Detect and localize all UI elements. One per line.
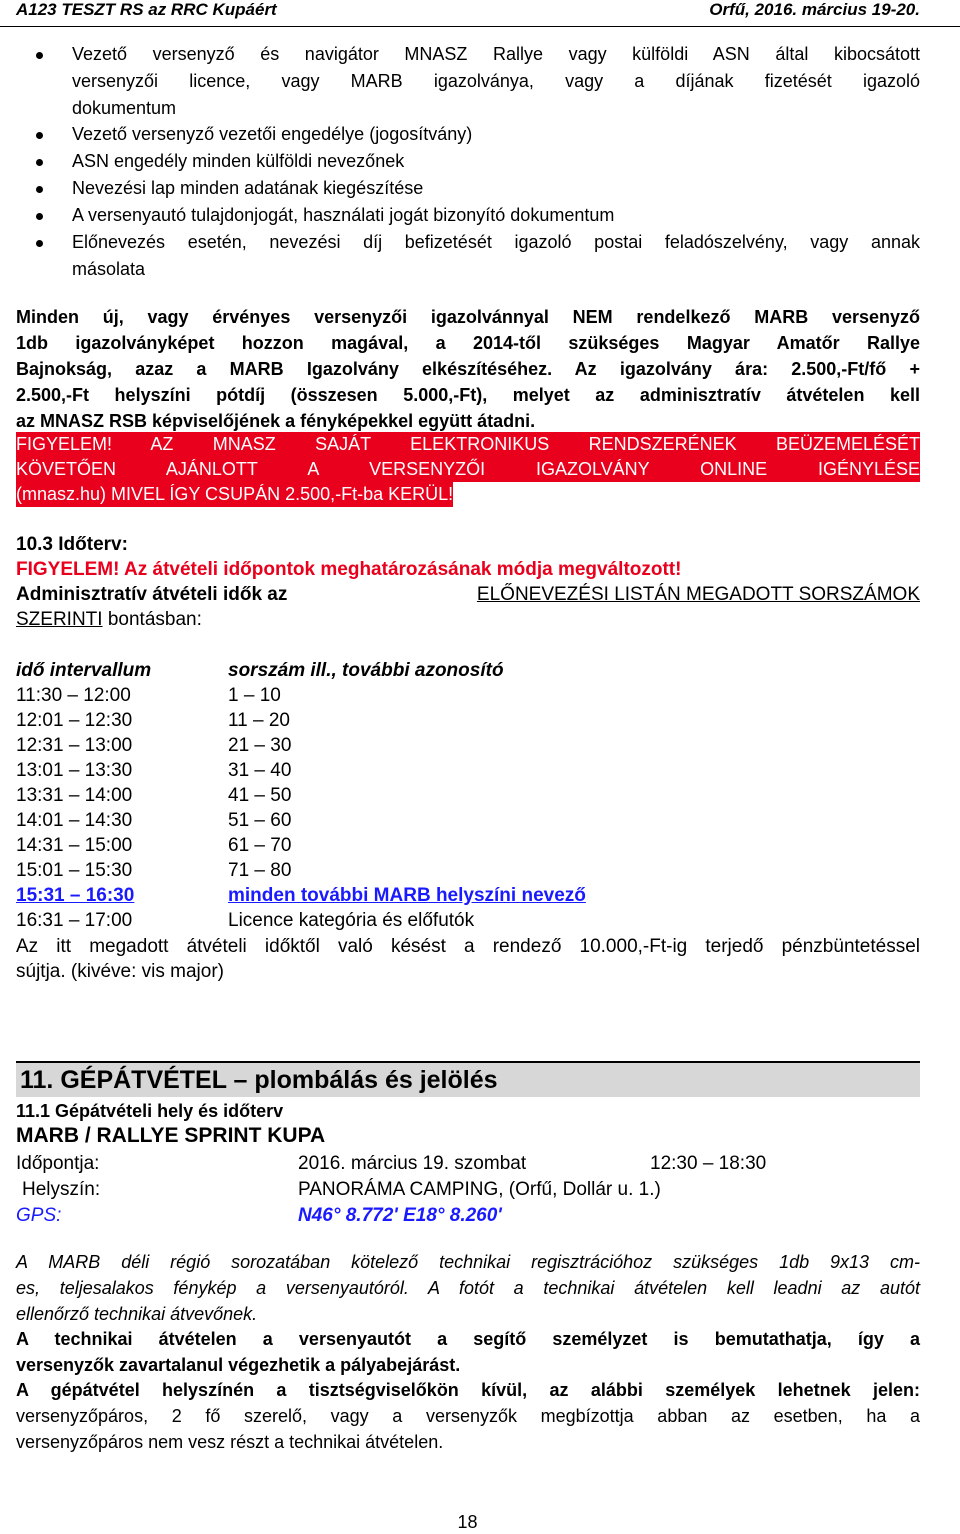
header-date: Orfű, 2016. március 19-20.: [709, 0, 920, 19]
notice-line: az MNASZ RSB képviselőjének a fényképekkel együtt átadni.: [16, 411, 536, 431]
admin-line-2: [16, 607, 202, 633]
bullet-icon: [36, 240, 43, 247]
list-item: Nevezési lap minden adatának kiegészítése: [72, 178, 424, 198]
place-value: PANORÁMA CAMPING, (Orfű, Dollár u. 1.): [298, 1179, 661, 1200]
italic-line: ellenőrző technikai átvevőnek.: [16, 1304, 258, 1324]
admin-text: Adminisztratív átvételi idők az: [16, 584, 288, 605]
late-fee-line: sújtja. (kivéve: vis major): [16, 961, 224, 982]
gps-label: GPS:: [16, 1205, 62, 1226]
date-value: 2016. március 19. szombat: [298, 1153, 527, 1174]
time-cell: 14:31 – 15:00: [16, 835, 133, 856]
list-item-cont: másolata: [72, 259, 146, 279]
schedule-warning: [16, 557, 681, 583]
list-item: ASN engedély minden külföldi nevezőnek: [72, 151, 405, 171]
time-cell: 13:31 – 14:00: [16, 785, 133, 806]
body-line: versenyzőpáros, 2 fő szerelő, vagy a versenyzők megbízottja abban az esetben, ha a: [16, 1406, 920, 1426]
body-line: versenyzőpáros nem vesz részt a technikai átvételen.: [16, 1432, 444, 1452]
admin-line: [16, 582, 920, 608]
place-label: Helyszín:: [22, 1179, 101, 1200]
bold-line: versenyzők zavartalanul végezhetik a pályabejárást.: [16, 1355, 461, 1375]
date-label: Időpontja:: [16, 1153, 100, 1174]
time-cell: 13:01 – 13:30: [16, 760, 133, 781]
number-cell: 11 – 20: [228, 710, 290, 731]
time-cell: 12:01 – 12:30: [16, 710, 133, 731]
bullet-icon: [36, 186, 43, 193]
warning-line: KÖVETŐEN AJÁNLOTT A VERSENYZŐI IGAZOLVÁNY ONLINE IGÉNYLÉSE: [16, 457, 920, 482]
list-item-cont: dokumentum: [72, 98, 177, 118]
number-cell: 61 – 70: [228, 835, 292, 856]
notice-line: Bajnokság, azaz a MARB Igazolvány elkészítéséhez. Az igazolvány ára: 2.500,-Ft/fő +: [16, 359, 920, 379]
cup-title: MARB / RALLYE SPRINT KUPA: [16, 1124, 326, 1147]
admin-underlined: SZERINTI: [16, 609, 103, 630]
number-cell: 21 – 30: [228, 735, 292, 756]
time-cell: 14:01 – 14:30: [16, 810, 133, 831]
bullet-icon: [36, 132, 43, 139]
bullet-icon: [36, 159, 43, 166]
time-cell: 15:01 – 15:30: [16, 860, 133, 881]
number-cell: 71 – 80: [228, 860, 292, 881]
notice-line: Minden új, vagy érvényes versenyzői igazolvánnyal NEM rendelkező MARB versenyző: [16, 307, 920, 327]
number-cell: minden további MARB helyszíni nevező: [228, 885, 586, 906]
warning-label: FIGYELEM!: [16, 559, 120, 580]
list-item: Előnevezés esetén, nevezési díj befizetését igazoló postai feladószelvény, vagy annak: [72, 232, 920, 252]
warning-text: Az átvételi időpontok meghatározásának módja megváltozott!: [124, 559, 682, 580]
admin-tail: bontásban:: [107, 609, 202, 630]
italic-line: A MARB déli régió sorozatában kötelező technikai regisztrációhoz szükséges 1db 9x13 cm-: [16, 1252, 920, 1272]
list-item: Vezető versenyző vezetői engedélye (jogosítvány): [72, 124, 473, 144]
bullet-icon: [36, 213, 43, 220]
bold-line: A technikai átvételen a versenyautót a segítő személyzet is bemutathatja, így a: [16, 1329, 920, 1349]
page-number: 18: [457, 1512, 478, 1532]
gps-value: N46° 8.772' E18° 8.260': [298, 1205, 502, 1226]
time-cell: 12:31 – 13:00: [16, 735, 133, 756]
bold-line: A gépátvétel helyszínén a tisztségviselőkön kívül, az alábbi személyek lehetnek jelen:: [16, 1380, 920, 1400]
list-item: A versenyautó tulajdonjogát, használati jogát bizonyító dokumentum: [72, 205, 615, 225]
section-title: 11. GÉPÁTVÉTEL – plombálás és jelölés: [20, 1066, 498, 1094]
time-cell: 15:31 – 16:30: [16, 885, 135, 906]
admin-underlined: ELŐNEVEZÉSI LISTÁN MEGADOTT SORSZÁMOK: [476, 584, 920, 605]
number-cell: 1 – 10: [228, 685, 281, 706]
time-cell: 11:30 – 12:00: [16, 685, 131, 706]
section-11-heading: [16, 1061, 920, 1097]
late-fee-line: Az itt megadott átvételi időktől való késést a rendező 10.000,-Ft-ig terjedő pénzbüntetéssel: [16, 936, 920, 957]
subsection-heading: 11.1 Gépátvételi hely és időterv: [16, 1101, 284, 1121]
header-title: A123 TESZT RS az RRC Kupáért: [16, 0, 277, 19]
bullet-icon: [36, 52, 43, 59]
column-header-number: sorszám ill., további azonosító: [228, 660, 504, 681]
time-cell: 16:31 – 17:00: [16, 910, 133, 931]
notice-line: 2.500,-Ft helyszíni pótdíj (összesen 5.000,-Ft), melyet az adminisztratív átvételen kell: [16, 385, 920, 405]
page-header: [0, 0, 960, 27]
schedule-heading: 10.3 Időterv:: [16, 534, 128, 555]
number-cell: 41 – 50: [228, 785, 292, 806]
time-value: 12:30 – 18:30: [650, 1153, 767, 1174]
column-header-time: idő intervallum: [16, 660, 152, 681]
warning-line: (mnasz.hu) MIVEL ÍGY CSUPÁN 2.500,-Ft-ba KERÜL!: [16, 482, 453, 507]
list-item-cont: versenyzői licence, vagy MARB igazolványa, vagy a díjának fizetését igazoló: [72, 71, 920, 91]
number-cell: 31 – 40: [228, 760, 292, 781]
list-item: Vezető versenyző és navigátor MNASZ Rallye vagy külföldi ASN által kibocsátott: [72, 44, 920, 64]
notice-line: 1db igazolványképet hozzon magával, a 2014-től szükséges Magyar Amatőr Rallye: [16, 333, 920, 353]
warning-line: FIGYELEM! AZ MNASZ SAJÁT ELEKTRONIKUS RENDSZERÉNEK BEÜZEMELÉSÉT: [16, 432, 920, 457]
number-cell: 51 – 60: [228, 810, 292, 831]
number-cell: Licence kategória és előfutók: [228, 910, 475, 931]
italic-line: es, teljesalakos fénykép a versenyautóról. A fotót a technikai átvételen kell leadni az autót: [16, 1278, 920, 1298]
